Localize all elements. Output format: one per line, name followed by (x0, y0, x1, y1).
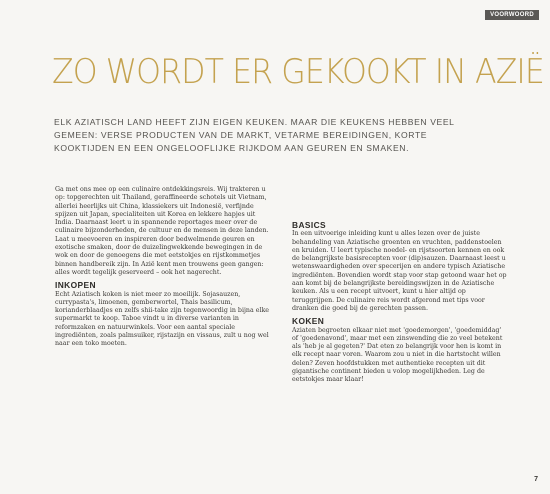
section-tag: VOORWOORD (485, 10, 539, 20)
intro-body-text: Ga met ons mee op een culinaire ontdekkingsreis. Wij trakteren u op: topgerechten uit Thailand, geraffineerde schotels uit Vietnam, allerlei heerlijks uit China, klassiekers uit Indonesië, verfijnde spijzen uit Japan, specialiteiten uit Korea en lekkere hapjes uit India. Daarnaast leert u in spannende reportages meer over de culinaire bijzonderheden, de cultuur en de mensen in deze landen. Laat u meevoeren en inspireren door bedwelmende geuren en exotische smaken, door de duizelingwekkende bewegingen in de wok en door de genoegens die met eetstokjes en rijstkommetjes binnen handbereik zijn. In Azië kent men trouwens geen gangen: alles wordt tegelijk geserveerd – ook het nagerecht. (55, 186, 269, 276)
right-column (292, 221, 508, 385)
left-column (55, 186, 269, 349)
basics-heading: BASICS (292, 220, 327, 230)
page-title: ZO WORDT ER GEKOOKT IN AZIË (52, 52, 544, 92)
inkopen-heading: INKOPEN (55, 280, 96, 291)
koken-text: Aziaten begroeten elkaar niet met 'goedemorgen', 'goedemiddag' of 'goedenavond', maar met een zinswending die zo veel betekent als 'heb je al gegeten?' Dat eten zo belangrijk voor hen is komt in elk recept naar voren. Waarom zou u niet in die hartstocht willen delen? Zeven hoofdstukken met authentieke recepten uit dit gigantische continent bieden u volop mogelijkheden. Leg de eetstokjes maar klaar! (292, 326, 503, 384)
koken-heading: KOKEN (292, 316, 325, 327)
page-number: 7 (534, 476, 538, 483)
intro-paragraph: ELK AZIATISCH LAND HEEFT ZIJN EIGEN KEUKEN. MAAR DIE KEUKENS HEBBEN VEEL GEMEEN: VERSE PRODUCTEN VAN DE MARKT, VETARME BEREIDINGEN, KORTE KOOKTIJDEN EN EEN ONGELOOFLIJKE RIJKDOM AAN GEUREN EN SMAKEN. (54, 117, 455, 153)
inkopen-text: Echt Aziatisch koken is niet meer zo moeilijk. Sojasauzen, currypasta's, limoenen, gemberwortel, Thais basilicum, korianderblaadjes en zelfs shii-take zijn tegenwoordig in bijna elke supermarkt te koop. Taboe vindt u in diverse varianten in reformzaken en natuurwinkels. Voor een aantal speciale ingrediënten, zoals palmsuiker, rijstazijn en vissaus, zult u nog wel naar een toko moeten. (55, 290, 270, 348)
basics-text: In een uitvoerige inleiding kunt u alles lezen over de juiste behandeling van Aziatische groenten en vruchten, paddenstoelen en kruiden. U leert typische noedel- en rijstsoorten kennen en ook de belangrijkste basisrecepten voor (dip)sauzen. Daarnaast leest u wetenswaardigheden over specerijen en andere typisch Aziatische ingrediënten. Bovendien wordt stap voor stap getoond waar het op aan komt bij de belangrijkste bereidingswijzen in de Aziatische keuken. Als u een recept uitvoert, kunt u hier altijd op teruggrijpen. De culinaire reis wordt afgerond met tips voor dranken die goed bij de gerechten passen. (292, 230, 507, 312)
